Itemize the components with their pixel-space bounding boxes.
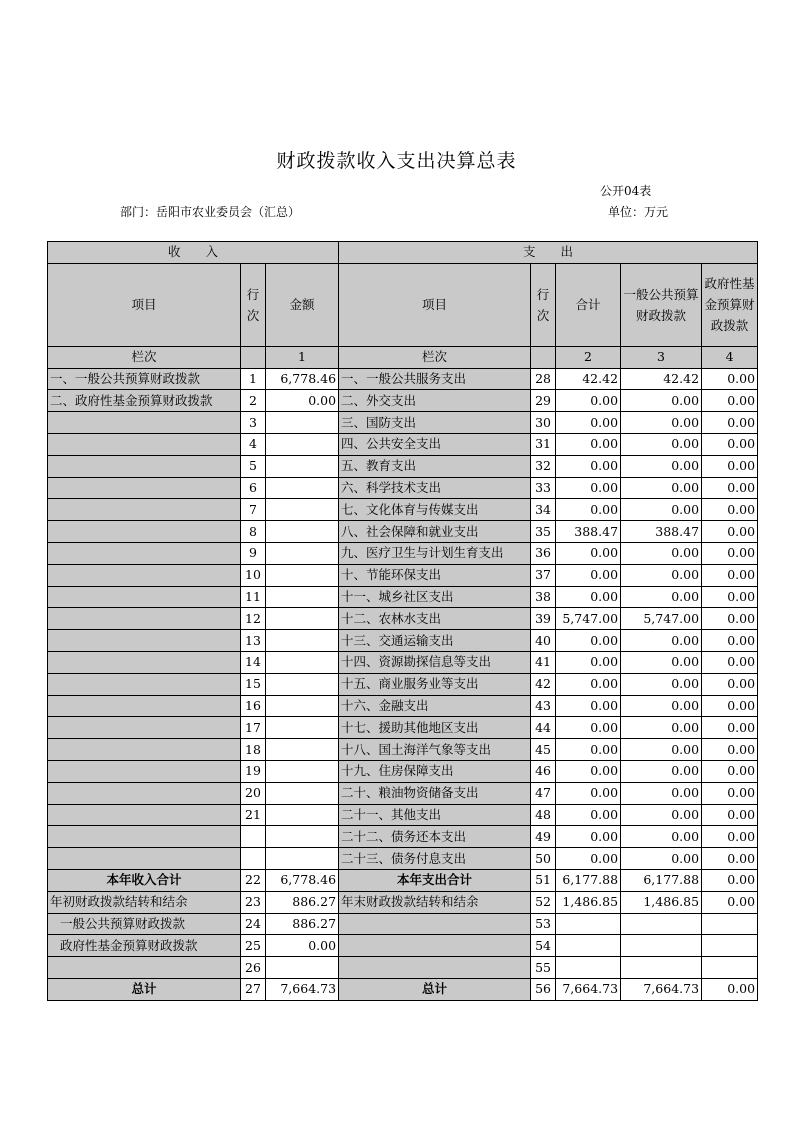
expense-item: 九、医疗卫生与计划生育支出 [339,542,531,564]
gov-fund: 0.00 [702,651,758,673]
expense-line-no: 40 [531,630,556,652]
table-row [48,673,758,695]
income-line-no: 15 [241,673,266,695]
general-budget: 388.47 [621,521,702,543]
empty-cell [702,957,758,979]
general-budget: 0.00 [621,499,702,521]
amount: 0.00 [266,935,339,957]
income-line-no: 6 [241,477,266,499]
income-item [48,521,241,543]
total: 0.00 [556,477,621,499]
income-amount: 0.00 [266,390,339,412]
year-total-row [48,869,758,891]
income-item [48,673,241,695]
income-amount [266,804,339,826]
year-income-total-label: 本年收入合计 [48,869,241,891]
expense-item: 十二、农林水支出 [339,608,531,630]
gov-fund: 0.00 [702,630,758,652]
line-no: 51 [531,869,556,891]
gov-fund: 0.00 [702,586,758,608]
income-section-header: 收 入 [48,242,339,264]
table-row [48,608,758,630]
income-line-no [241,848,266,870]
col-index-3: 3 [621,346,702,368]
income-line-no: 11 [241,586,266,608]
gov-fund: 0.00 [702,564,758,586]
income-line-no: 5 [241,455,266,477]
general-budget: 42.42 [621,368,702,390]
line-no: 55 [531,957,556,979]
table-row [48,630,758,652]
gov-fund: 0.00 [702,455,758,477]
income-amount [266,782,339,804]
income-amount [266,412,339,434]
general-budget: 0.00 [621,695,702,717]
income-amount [266,673,339,695]
empty-cell [621,957,702,979]
income-line-no: 18 [241,739,266,761]
col-label: 栏次 [339,346,531,368]
income-line-no: 7 [241,499,266,521]
empty-cell [556,957,621,979]
table-row [48,412,758,434]
income-line-no: 9 [241,542,266,564]
total: 0.00 [556,782,621,804]
expense-item: 八、社会保障和就业支出 [339,521,531,543]
expense-line-no-header: 行次 [531,263,556,346]
income-amount [266,433,339,455]
expense-line-no: 37 [531,564,556,586]
gov-fund: 0.00 [702,368,758,390]
income-amount [266,499,339,521]
income-amount [266,630,339,652]
begin-fund-label: 政府性基金预算财政拨款 [48,935,241,957]
general-budget: 0.00 [621,630,702,652]
empty-cell [48,957,241,979]
column-header-row [48,263,758,346]
general-budget: 0.00 [621,826,702,848]
expense-item: 二十二、债务还本支出 [339,826,531,848]
expense-item: 十五、商业服务业等支出 [339,673,531,695]
expense-line-no: 47 [531,782,556,804]
col-index-1: 1 [266,346,339,368]
empty-cell [702,913,758,935]
income-line-no: 17 [241,717,266,739]
expense-item: 一、一般公共服务支出 [339,368,531,390]
table-row [48,564,758,586]
total: 0.00 [556,433,621,455]
line-no: 24 [241,913,266,935]
income-amount [266,739,339,761]
col-label: 栏次 [48,346,241,368]
income-item [48,564,241,586]
begin-general-row [48,913,758,935]
income-item [48,651,241,673]
expense-line-no: 42 [531,673,556,695]
income-item [48,630,241,652]
end-balance-label: 年末财政拨款结转和结余 [339,891,531,913]
income-item [48,695,241,717]
year-expense-total-label: 本年支出合计 [339,869,531,891]
table-row [48,477,758,499]
income-amount [266,477,339,499]
income-amount [266,717,339,739]
expense-line-no: 48 [531,804,556,826]
general-budget: 0.00 [621,739,702,761]
expense-line-no: 32 [531,455,556,477]
total: 0.00 [556,826,621,848]
gov-fund: 0.00 [702,608,758,630]
general-budget: 5,747.00 [621,608,702,630]
total: 0.00 [556,412,621,434]
expense-item: 二十一、其他支出 [339,804,531,826]
table-row [48,455,758,477]
expense-line-no: 44 [531,717,556,739]
general-budget: 6,177.88 [621,869,702,891]
total: 0.00 [556,390,621,412]
total: 0.00 [556,717,621,739]
income-item [48,499,241,521]
income-item [48,586,241,608]
income-amount-header: 金额 [266,263,339,346]
income-item [48,542,241,564]
expense-line-no: 49 [531,826,556,848]
income-item [48,433,241,455]
table-row [48,739,758,761]
general-budget: 0.00 [621,390,702,412]
column-index-row [48,346,758,368]
total: 1,486.85 [556,891,621,913]
line-no: 54 [531,935,556,957]
income-item [48,477,241,499]
line-no: 27 [241,978,266,1000]
line-no: 26 [241,957,266,979]
gov-fund: 0.00 [702,477,758,499]
begin-general-label: 一般公共预算财政拨款 [48,913,241,935]
expense-line-no: 43 [531,695,556,717]
empty-cell [339,957,531,979]
begin-fund-row [48,935,758,957]
expense-line-no: 41 [531,651,556,673]
total: 0.00 [556,673,621,695]
general-budget: 0.00 [621,586,702,608]
empty-cell [531,346,556,368]
amount: 6,778.46 [266,869,339,891]
income-amount [266,521,339,543]
income-item: 一、一般公共预算财政拨款 [48,368,241,390]
line-no: 56 [531,978,556,1000]
expense-item: 十、节能环保支出 [339,564,531,586]
income-amount [266,586,339,608]
total: 0.00 [556,760,621,782]
expense-line-no: 33 [531,477,556,499]
total: 0.00 [556,586,621,608]
gov-fund: 0.00 [702,717,758,739]
expense-line-no: 29 [531,390,556,412]
expense-item: 七、文化体育与传媒支出 [339,499,531,521]
total: 0.00 [556,739,621,761]
income-item [48,739,241,761]
department-label: 部门：岳阳市农业委员会（汇总） [120,205,301,219]
general-budget: 0.00 [621,804,702,826]
expense-line-no: 35 [531,521,556,543]
expense-item: 十八、国土海洋气象等支出 [339,739,531,761]
empty-cell [339,935,531,957]
gov-fund: 0.00 [702,978,758,1000]
expense-line-no: 50 [531,848,556,870]
blank-row [48,957,758,979]
income-item [48,804,241,826]
empty-cell [266,957,339,979]
income-line-no: 16 [241,695,266,717]
income-amount: 6,778.46 [266,368,339,390]
line-no: 53 [531,913,556,935]
expense-item: 五、教育支出 [339,455,531,477]
table-row [48,760,758,782]
income-item [48,608,241,630]
grand-total-income-label: 总计 [48,978,241,1000]
expense-item: 二、外交支出 [339,390,531,412]
line-no: 22 [241,869,266,891]
income-item [48,848,241,870]
table-row [48,782,758,804]
total: 0.00 [556,455,621,477]
line-no: 25 [241,935,266,957]
empty-cell [241,346,266,368]
general-budget: 0.00 [621,848,702,870]
page-title: 财政拨款收入支出决算总表 [276,150,517,172]
total: 0.00 [556,651,621,673]
income-amount [266,695,339,717]
gov-fund: 0.00 [702,673,758,695]
empty-cell [556,935,621,957]
income-amount [266,455,339,477]
general-budget: 0.00 [621,673,702,695]
general-budget: 0.00 [621,564,702,586]
general-budget: 0.00 [621,760,702,782]
income-item [48,717,241,739]
general-budget: 0.00 [621,412,702,434]
expense-line-no: 31 [531,433,556,455]
total: 6,177.88 [556,869,621,891]
line-no: 52 [531,891,556,913]
gov-fund: 0.00 [702,390,758,412]
general-budget: 0.00 [621,542,702,564]
section-header-row [48,242,758,264]
general-budget: 0.00 [621,782,702,804]
income-line-no: 2 [241,390,266,412]
total: 388.47 [556,521,621,543]
final-accounts-table [47,241,758,1001]
amount: 886.27 [266,913,339,935]
general-budget-header: 一般公共预算财政拨款 [621,263,702,346]
expense-line-no: 36 [531,542,556,564]
balance-row [48,891,758,913]
table-row [48,368,758,390]
form-number: 公开04表 [600,184,652,198]
income-amount [266,542,339,564]
expense-item: 十三、交通运输支出 [339,630,531,652]
income-item [48,412,241,434]
income-line-no: 4 [241,433,266,455]
expense-item: 四、公共安全支出 [339,433,531,455]
empty-cell [702,935,758,957]
gov-fund: 0.00 [702,826,758,848]
expense-line-no: 38 [531,586,556,608]
gov-fund: 0.00 [702,804,758,826]
general-budget: 0.00 [621,651,702,673]
expense-item: 十一、城乡社区支出 [339,586,531,608]
total: 0.00 [556,499,621,521]
expense-item: 六、科学技术支出 [339,477,531,499]
total: 42.42 [556,368,621,390]
expense-item-header: 项目 [339,263,531,346]
gov-fund: 0.00 [702,499,758,521]
col-index-2: 2 [556,346,621,368]
total: 0.00 [556,804,621,826]
income-item: 二、政府性基金预算财政拨款 [48,390,241,412]
gov-fund-header: 政府性基金预算财政拨款 [702,263,758,346]
gov-fund: 0.00 [702,891,758,913]
income-line-no: 20 [241,782,266,804]
gov-fund: 0.00 [702,848,758,870]
table-row [48,804,758,826]
general-budget: 0.00 [621,477,702,499]
expense-item: 十七、援助其他地区支出 [339,717,531,739]
gov-fund: 0.00 [702,542,758,564]
income-line-no: 19 [241,760,266,782]
income-line-no: 10 [241,564,266,586]
line-no: 23 [241,891,266,913]
table-row [48,717,758,739]
income-item [48,782,241,804]
total: 0.00 [556,630,621,652]
expense-line-no: 45 [531,739,556,761]
grand-total-expense-label: 总计 [339,978,531,1000]
col-index-4: 4 [702,346,758,368]
expense-item: 十六、金融支出 [339,695,531,717]
expense-line-no: 39 [531,608,556,630]
empty-cell [621,935,702,957]
grand-total-row [48,978,758,1000]
table-row [48,826,758,848]
table-row [48,542,758,564]
amount: 886.27 [266,891,339,913]
income-line-no: 8 [241,521,266,543]
expense-line-no: 46 [531,760,556,782]
empty-cell [621,913,702,935]
total-header: 合计 [556,263,621,346]
income-line-no: 21 [241,804,266,826]
total: 5,747.00 [556,608,621,630]
gov-fund: 0.00 [702,739,758,761]
income-line-no: 12 [241,608,266,630]
expense-item: 三、国防支出 [339,412,531,434]
income-amount [266,564,339,586]
income-item [48,455,241,477]
general-budget: 0.00 [621,455,702,477]
gov-fund: 0.00 [702,433,758,455]
total: 0.00 [556,695,621,717]
table-row [48,586,758,608]
expense-item: 二十三、债务付息支出 [339,848,531,870]
gov-fund: 0.00 [702,412,758,434]
income-line-no [241,826,266,848]
general-budget: 0.00 [621,717,702,739]
gov-fund: 0.00 [702,760,758,782]
expense-item: 十四、资源勘探信息等支出 [339,651,531,673]
general-budget: 7,664.73 [621,978,702,1000]
expense-section-header: 支 出 [339,242,758,264]
income-amount [266,826,339,848]
unit-label: 单位：万元 [608,205,669,219]
table-row [48,651,758,673]
gov-fund: 0.00 [702,695,758,717]
income-line-no: 1 [241,368,266,390]
empty-cell [339,913,531,935]
income-line-no: 13 [241,630,266,652]
amount: 7,664.73 [266,978,339,1000]
income-amount [266,848,339,870]
income-line-no: 14 [241,651,266,673]
table-row [48,848,758,870]
general-budget: 1,486.85 [621,891,702,913]
total: 0.00 [556,848,621,870]
total: 0.00 [556,564,621,586]
total: 0.00 [556,542,621,564]
general-budget: 0.00 [621,433,702,455]
income-amount [266,608,339,630]
table-row [48,390,758,412]
table-row [48,521,758,543]
income-line-no: 3 [241,412,266,434]
expense-line-no: 34 [531,499,556,521]
income-item-header: 项目 [48,263,241,346]
income-amount [266,760,339,782]
begin-balance-label: 年初财政拨款结转和结余 [48,891,241,913]
expense-line-no: 28 [531,368,556,390]
gov-fund: 0.00 [702,521,758,543]
table-row [48,499,758,521]
expense-line-no: 30 [531,412,556,434]
income-line-no-header: 行次 [241,263,266,346]
expense-item: 十九、住房保障支出 [339,760,531,782]
empty-cell [556,913,621,935]
total: 7,664.73 [556,978,621,1000]
income-item [48,760,241,782]
income-amount [266,651,339,673]
table-row [48,433,758,455]
table-row [48,695,758,717]
gov-fund: 0.00 [702,869,758,891]
income-item [48,826,241,848]
expense-item: 二十、粮油物资储备支出 [339,782,531,804]
gov-fund: 0.00 [702,782,758,804]
